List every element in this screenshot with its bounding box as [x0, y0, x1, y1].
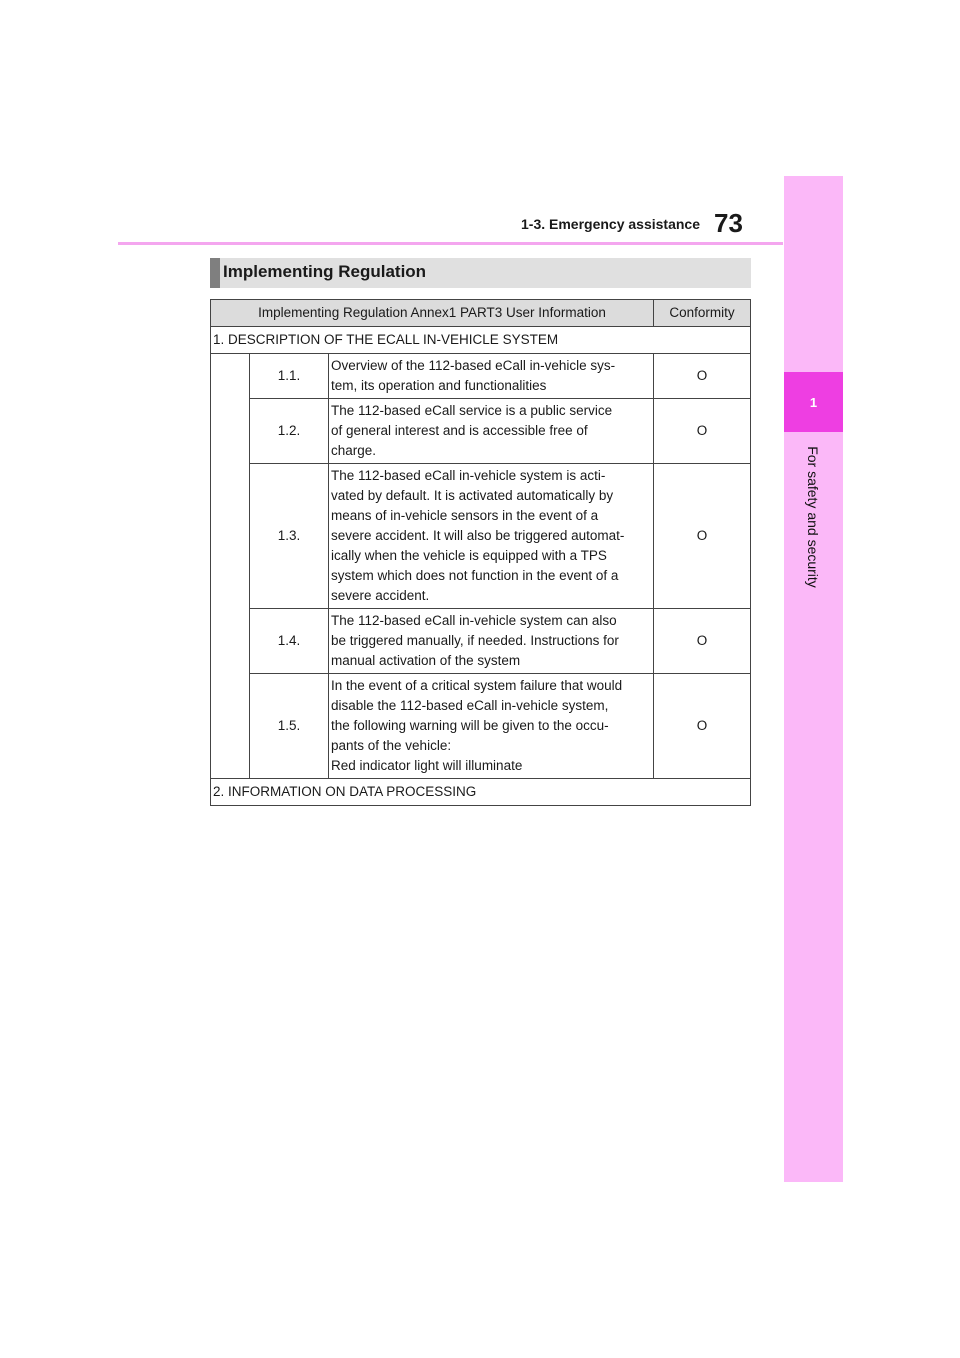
item-text-line: the following warning will be given to the occu- — [331, 718, 609, 733]
column-header-info: Implementing Regulation Annex1 PART3 User Information — [211, 300, 654, 327]
item-text — [329, 609, 654, 674]
regulation-table — [210, 299, 751, 806]
header-rule — [118, 242, 783, 245]
item-text — [329, 674, 654, 779]
item-text-line: In the event of a critical system failure that would — [331, 678, 623, 693]
item-text-line: means of in-vehicle sensors in the event of a — [331, 508, 599, 523]
item-text — [329, 464, 654, 609]
item-text-line: ically when the vehicle is equipped with a TPS — [331, 548, 607, 563]
item-text-line: system which does not function in the event of a — [331, 568, 619, 583]
column-header-conformity: Conformity — [654, 300, 751, 327]
item-text-line: Red indicator light will illuminate — [331, 758, 523, 773]
conformity-mark: O — [654, 399, 751, 464]
item-text-line: The 112-based eCall in-vehicle system is acti- — [331, 468, 606, 483]
chapter-number: 1 — [809, 394, 818, 410]
table-row — [211, 609, 751, 674]
conformity-mark: O — [654, 464, 751, 609]
table-row — [211, 674, 751, 779]
indent-cell — [211, 354, 250, 779]
section-row — [211, 779, 751, 806]
conformity-mark: O — [654, 674, 751, 779]
item-text — [329, 399, 654, 464]
chapter-tab — [784, 372, 843, 432]
item-number: 1.5. — [250, 674, 329, 779]
item-text-line: severe accident. It will also be triggered automat- — [331, 528, 625, 543]
page-number: 73 — [714, 208, 743, 238]
item-text-line: of general interest and is accessible free of — [331, 423, 588, 438]
chapter-title: For safety and security — [805, 446, 821, 588]
section-title-cell: 1. DESCRIPTION OF THE ECALL IN-VEHICLE SYSTEM — [211, 327, 751, 354]
table-row — [211, 464, 751, 609]
item-text — [329, 354, 654, 399]
item-text-line: manual activation of the system — [331, 653, 521, 668]
item-text-line: tem, its operation and functionalities — [331, 378, 547, 393]
section-row — [211, 327, 751, 354]
item-text-line: severe accident. — [331, 588, 430, 603]
item-text-line: Overview of the 112-based eCall in-vehicle sys- — [331, 358, 616, 373]
item-text-line: The 112-based eCall in-vehicle system can also — [331, 613, 617, 628]
conformity-mark: O — [654, 609, 751, 674]
item-number: 1.1. — [250, 354, 329, 399]
table-row — [211, 399, 751, 464]
item-number: 1.2. — [250, 399, 329, 464]
side-strip — [784, 176, 843, 1182]
section-title: Implementing Regulation — [223, 262, 427, 281]
section-title-bar — [210, 258, 751, 288]
item-text-line: pants of the vehicle: — [331, 738, 452, 753]
item-text-line: vated by default. It is activated automatically by — [331, 488, 614, 503]
item-text-line: The 112-based eCall service is a public service — [331, 403, 613, 418]
table-header-row — [211, 300, 751, 327]
item-text-line: charge. — [331, 443, 377, 458]
title-accent — [210, 258, 220, 288]
item-number: 1.4. — [250, 609, 329, 674]
item-number: 1.3. — [250, 464, 329, 609]
section-title-cell: 2. INFORMATION ON DATA PROCESSING — [211, 779, 751, 806]
running-header: 1-3. Emergency assistance — [521, 216, 700, 232]
item-text-line: disable the 112-based eCall in-vehicle system, — [331, 698, 609, 713]
item-text-line: be triggered manually, if needed. Instructions for — [331, 633, 619, 648]
table-row — [211, 354, 751, 399]
conformity-mark: O — [654, 354, 751, 399]
